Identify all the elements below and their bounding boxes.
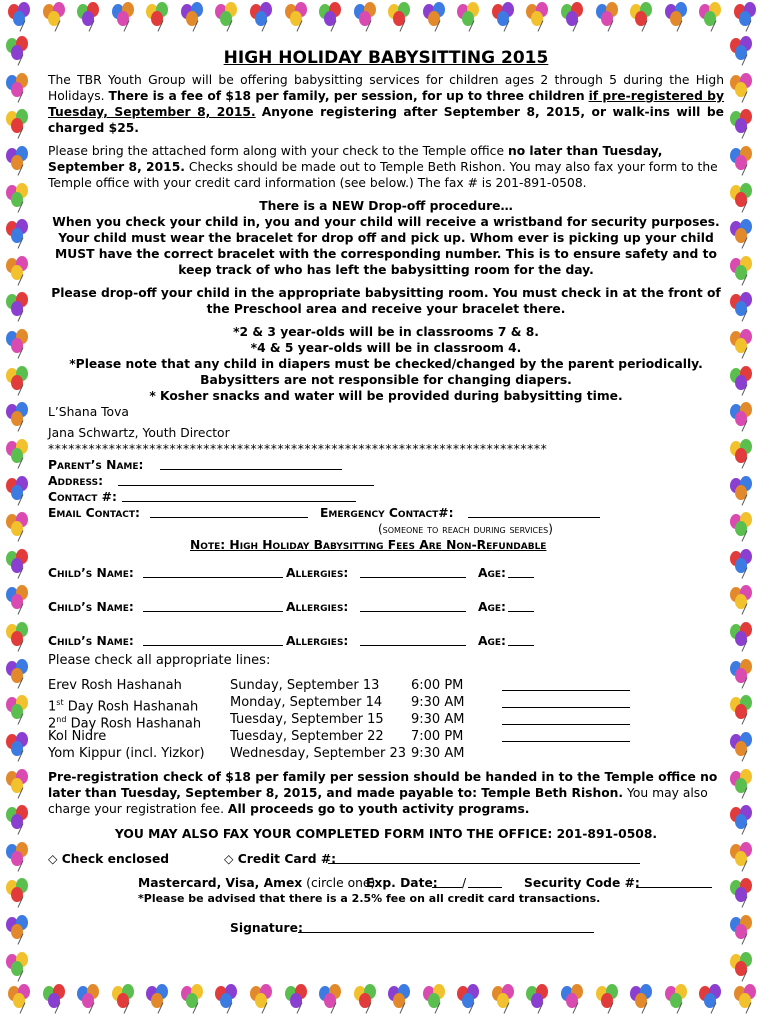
intro-paragraph <box>48 72 724 136</box>
balloon-icon <box>728 219 760 253</box>
balloon-icon <box>455 2 487 36</box>
allergies-label: Allergies: <box>286 634 349 648</box>
email-row <box>48 505 724 521</box>
balloon-icon <box>728 109 760 143</box>
balloon-icon <box>728 73 760 107</box>
balloon-icon <box>663 2 695 36</box>
address-field[interactable] <box>118 473 374 486</box>
signature-field[interactable] <box>298 920 594 933</box>
balloon-icon <box>728 842 760 876</box>
balloon-icon <box>213 984 245 1018</box>
intro-text: The TBR Youth Group will be offering babysitting services for children ages 2 through 5 during the High Holidays. <box>48 73 724 103</box>
balloon-icon <box>728 695 760 729</box>
balloon-icon <box>4 659 36 693</box>
balloon-icon <box>144 2 176 36</box>
exp-month-field[interactable] <box>432 875 462 888</box>
procedure-heading: There is a NEW Drop-off procedure… <box>259 199 513 213</box>
balloon-icon <box>728 878 760 912</box>
balloon-icon <box>4 878 36 912</box>
balloon-icon <box>421 984 453 1018</box>
card-types: Mastercard, Visa, Amex (circle one) <box>138 876 376 890</box>
balloon-icon <box>179 2 211 36</box>
not-responsible-note: Babysitters are not responsible for changing diapers. <box>200 373 572 387</box>
balloon-icon <box>732 984 764 1018</box>
balloon-icon <box>559 2 591 36</box>
balloon-icon <box>594 984 626 1018</box>
balloon-icon <box>317 2 349 36</box>
balloon-icon <box>697 984 729 1018</box>
balloon-icon <box>4 512 36 546</box>
balloon-icon <box>386 2 418 36</box>
balloon-icon <box>559 984 591 1018</box>
schedule-date: Tuesday, September 15 <box>230 712 384 727</box>
allergies-field[interactable] <box>360 565 466 578</box>
balloon-icon <box>728 585 760 619</box>
child-row-2 <box>48 599 724 615</box>
check-lines-label: Please check all appropriate lines: <box>48 653 271 668</box>
balloon-icon <box>4 292 36 326</box>
balloon-icon <box>248 984 280 1018</box>
schedule-event: 2nd Day Rosh Hashanah <box>48 715 202 732</box>
security-code-label: Security Code #: <box>524 876 640 890</box>
balloon-icon <box>75 2 107 36</box>
fee-text: There is a fee of $18 per family, per session, for up to three children <box>108 89 585 103</box>
balloon-icon <box>594 2 626 36</box>
child-name-field[interactable] <box>143 565 283 578</box>
schedule-event: 1st Day Rosh Hashanah <box>48 698 199 715</box>
balloon-icon <box>4 585 36 619</box>
fax-line: YOU MAY ALSO FAX YOUR COMPLETED FORM INTO THE OFFICE: 201-891-0508. <box>114 827 658 841</box>
credit-card-field[interactable] <box>328 851 640 864</box>
balloon-border-top <box>0 2 770 42</box>
balloon-icon <box>4 73 36 107</box>
rooms-line-1: *2 & 3 year-olds will be in classrooms 7 & 8. <box>233 325 539 339</box>
balloon-icon <box>728 256 760 290</box>
balloon-icon <box>4 402 36 436</box>
prereg-bold: Pre-registration check of $18 per family per session should be handed in to the Temple office no later than Tuesday, September 8, 2015, and made payable to: Temple Beth Rishon. <box>48 770 718 800</box>
balloon-icon <box>4 695 36 729</box>
child-name-label: Child’s Name: <box>48 600 134 614</box>
balloon-icon <box>283 984 315 1018</box>
instructions-paragraph <box>48 143 724 191</box>
balloon-icon <box>4 109 36 143</box>
balloon-icon <box>6 2 38 36</box>
balloon-icon <box>248 2 280 36</box>
balloon-icon <box>728 805 760 839</box>
allergies-label: Allergies: <box>286 566 349 580</box>
balloon-icon <box>728 366 760 400</box>
child-name-field[interactable] <box>143 633 283 646</box>
schedule-time: 9:30 AM <box>411 746 465 761</box>
balloon-icon <box>663 984 695 1018</box>
prereg-paragraph <box>48 769 724 817</box>
balloon-icon <box>728 402 760 436</box>
balloon-icon <box>728 732 760 766</box>
balloon-icon <box>41 2 73 36</box>
balloon-icon <box>283 2 315 36</box>
balloon-icon <box>4 329 36 363</box>
balloon-icon <box>490 984 522 1018</box>
allergies-field[interactable] <box>360 599 466 612</box>
balloon-icon <box>628 984 660 1018</box>
document-body <box>48 48 724 936</box>
schedule-row <box>48 712 724 732</box>
card-fee-note: *Please be advised that there is a 2.5% fee on all credit card transactions. <box>138 892 601 905</box>
balloon-border-right <box>728 36 768 986</box>
schedule-event: Yom Kippur (incl. Yizkor) <box>48 746 205 761</box>
parent-name-field[interactable] <box>160 457 342 470</box>
balloon-icon <box>697 2 729 36</box>
address-label: Address: <box>48 474 104 488</box>
preregister-deadline: if pre-registered by Tuesday, September 8, 2015. <box>48 89 724 119</box>
dropoff-text: Please drop-off your child in the appropriate babysitting room. You must check in at the front of the Preschool area and receive your bracelet there. <box>51 286 721 316</box>
balloon-icon <box>4 256 36 290</box>
child-name-label: Child’s Name: <box>48 634 134 648</box>
child-name-label: Child’s Name: <box>48 566 134 580</box>
fee-note-row <box>48 891 724 907</box>
balloon-icon <box>4 805 36 839</box>
balloon-icon <box>4 366 36 400</box>
separator-stars: ************************************************************************** <box>48 442 548 456</box>
balloon-icon <box>728 549 760 583</box>
balloon-icon <box>728 952 760 986</box>
parent-name-row <box>48 457 724 473</box>
rooms-line-2: *4 & 5 year-olds will be in classroom 4. <box>250 341 522 355</box>
age-field[interactable] <box>508 565 534 578</box>
balloon-icon <box>728 659 760 693</box>
balloon-icon <box>728 769 760 803</box>
age-label: Age: <box>478 566 506 580</box>
email-field[interactable] <box>150 505 308 518</box>
balloon-icon <box>4 439 36 473</box>
schedule-date: Sunday, September 13 <box>230 678 380 693</box>
late-fee-text: Anyone registering after September 8, 2015, or walk-ins will be charged $25. <box>48 105 724 135</box>
balloon-icon <box>213 2 245 36</box>
refund-note: Note: High Holiday Babysitting Fees Are Non-Refundable <box>190 538 547 552</box>
balloon-icon <box>4 915 36 949</box>
schedule-row <box>48 695 724 715</box>
schedule-event: Erev Rosh Hashanah <box>48 678 182 693</box>
balloon-icon <box>110 984 142 1018</box>
diapers-note: *Please note that any child in diapers must be checked/changed by the parent periodically. <box>69 357 703 371</box>
schedule-row <box>48 746 724 763</box>
balloon-icon <box>524 984 556 1018</box>
schedule-time: 9:30 AM <box>411 695 465 710</box>
parent-name-label: Parent’s Name: <box>48 458 144 472</box>
balloon-icon <box>728 439 760 473</box>
balloon-icon <box>4 476 36 510</box>
signature-row <box>48 920 724 936</box>
signoff-name: Jana Schwartz, Youth Director <box>48 426 230 440</box>
balloon-icon <box>728 512 760 546</box>
balloon-icon <box>455 984 487 1018</box>
balloon-icon <box>4 219 36 253</box>
schedule-check-line[interactable] <box>502 712 630 725</box>
balloon-icon <box>4 183 36 217</box>
contact-row <box>48 489 724 505</box>
balloon-icon <box>41 984 73 1018</box>
balloon-icon <box>386 984 418 1018</box>
child-row-3 <box>48 633 724 649</box>
balloon-icon <box>728 183 760 217</box>
schedule-check-line[interactable] <box>502 729 630 742</box>
balloon-icon <box>110 2 142 36</box>
balloon-icon <box>352 984 384 1018</box>
schedule-time: 6:00 PM <box>411 678 464 693</box>
balloon-icon <box>4 952 36 986</box>
balloon-icon <box>728 146 760 180</box>
prereg-proceeds: All proceeds go to youth activity programs. <box>227 802 530 816</box>
address-row <box>48 473 724 489</box>
balloon-icon <box>4 769 36 803</box>
child-row-1 <box>48 565 724 581</box>
balloon-icon <box>4 842 36 876</box>
procedure-body: When you check your child in, you and your child will receive a wristband for security purposes. Your child must wear the bracelet for drop off and pick up. Whom ever is picking up your child MUST have the correct bracelet with the corresponding number. This is to ensure safety and to keep track of who has left the babysitting room for the day. <box>52 215 720 277</box>
payment-row <box>48 851 724 867</box>
balloon-icon <box>6 984 38 1018</box>
refund-note-row <box>48 537 724 553</box>
schedule-date: Tuesday, September 22 <box>230 729 384 744</box>
balloon-icon <box>728 476 760 510</box>
schedule-date: Wednesday, September 23 <box>230 746 407 761</box>
balloon-icon <box>352 2 384 36</box>
schedule-row <box>48 678 724 695</box>
exp-year-field[interactable] <box>468 875 502 888</box>
balloon-icon <box>317 984 349 1018</box>
check-enclosed-option[interactable]: ◇ Check enclosed <box>48 852 170 866</box>
balloon-icon <box>4 622 36 656</box>
kosher-note: * Kosher snacks and water will be provided during babysitting time. <box>149 389 623 403</box>
instructions-text: Please bring the attached form along with your check to the Temple office <box>48 144 505 158</box>
balloon-icon <box>144 984 176 1018</box>
instructions-deadline: no later than Tuesday, September 8, 2015. <box>48 144 663 174</box>
contact-label: Contact #: <box>48 490 117 504</box>
age-field[interactable] <box>508 599 534 612</box>
credit-card-option[interactable]: ◇ Credit Card #: <box>224 852 337 866</box>
balloon-icon <box>490 2 522 36</box>
emergency-label: Emergency Contact#: <box>320 506 454 520</box>
balloon-icon <box>75 984 107 1018</box>
schedule-list <box>48 678 724 763</box>
age-label: Age: <box>478 600 506 614</box>
balloon-icon <box>4 146 36 180</box>
card-details-row <box>48 875 724 891</box>
allergies-field[interactable] <box>360 633 466 646</box>
balloon-icon <box>4 36 36 70</box>
schedule-check-line[interactable] <box>502 678 630 691</box>
allergies-label: Allergies: <box>286 600 349 614</box>
balloon-icon <box>728 36 760 70</box>
balloon-icon <box>728 329 760 363</box>
balloon-icon <box>732 2 764 36</box>
instructions-fax: Checks should be made out to Temple Beth Rishon. You may also fax your form to the Temple office with your credit card information (see below.) The fax # is 201-891-0508. <box>48 160 718 190</box>
signoff-greeting: L’Shana Tova <box>48 405 129 419</box>
emergency-note: (someone to reach during services) <box>378 522 553 536</box>
age-field[interactable] <box>508 633 534 646</box>
child-name-field[interactable] <box>143 599 283 612</box>
schedule-row <box>48 729 724 746</box>
schedule-date: Monday, September 14 <box>230 695 383 710</box>
balloon-icon <box>4 732 36 766</box>
balloon-icon <box>728 622 760 656</box>
balloon-icon <box>628 2 660 36</box>
signature-label: Signature: <box>230 921 303 935</box>
balloon-icon <box>524 2 556 36</box>
exp-date-label: Exp. Date: <box>366 876 438 890</box>
email-label: Email Contact: <box>48 506 140 520</box>
exp-separator: / <box>462 876 467 890</box>
page-title: HIGH HOLIDAY BABYSITTING 2015 <box>223 48 549 68</box>
age-label: Age: <box>478 634 506 648</box>
balloon-icon <box>421 2 453 36</box>
balloon-icon <box>728 292 760 326</box>
schedule-time: 9:30 AM <box>411 712 465 727</box>
emergency-note-row <box>48 521 724 537</box>
security-code-field[interactable] <box>636 875 712 888</box>
schedule-check-line[interactable] <box>502 695 630 708</box>
balloon-icon <box>179 984 211 1018</box>
balloon-border-left <box>4 36 44 986</box>
balloon-border-bottom <box>0 984 770 1024</box>
emergency-field[interactable] <box>468 505 600 518</box>
schedule-time: 7:00 PM <box>411 729 464 744</box>
balloon-icon <box>728 915 760 949</box>
schedule-event: Kol Nidre <box>48 729 107 744</box>
balloon-icon <box>4 549 36 583</box>
prereg-plain: You may also charge your registration fee. <box>48 786 708 816</box>
contact-field[interactable] <box>122 489 356 502</box>
